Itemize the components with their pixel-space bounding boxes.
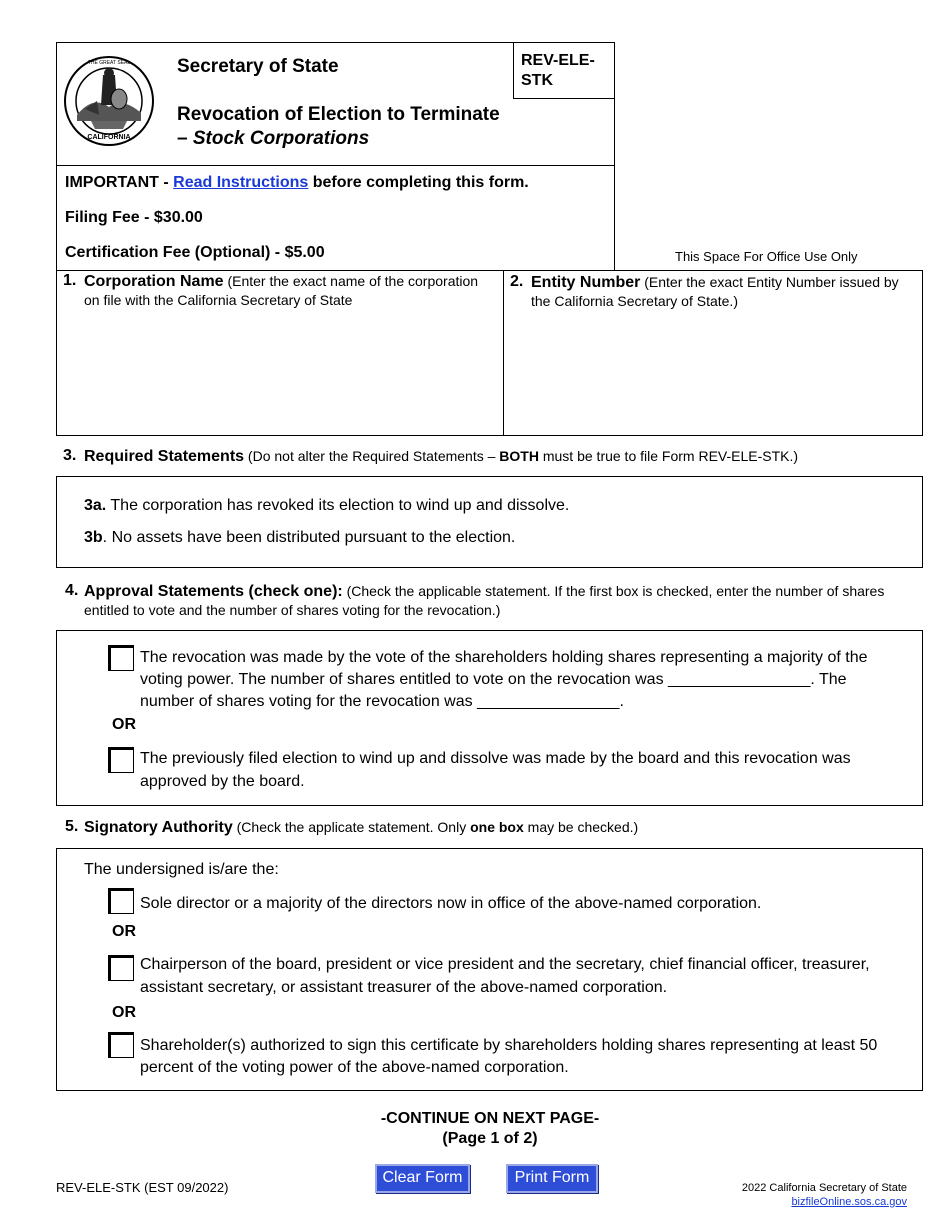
section-3-number: 3. xyxy=(63,447,77,464)
statement-3a-text: The corporation has revoked its election to wind up and dissolve. xyxy=(106,497,570,514)
section-1-label xyxy=(84,272,494,309)
section-2-number: 2. xyxy=(510,273,524,290)
section-5-heading xyxy=(84,818,638,837)
important-suffix: before completing this form. xyxy=(308,174,529,191)
section-5-hint-b: may be checked.) xyxy=(523,819,639,835)
section-4-heading xyxy=(84,582,919,619)
corporation-name-hint: (Enter the exact name of the corporation on file with the California Secretary of State xyxy=(84,273,479,308)
page-indicator: (Page 1 of 2) xyxy=(442,1130,538,1147)
print-form-button[interactable]: Print Form xyxy=(506,1164,598,1193)
signatory-or-1: OR xyxy=(112,923,136,940)
clear-form-button[interactable]: Clear Form xyxy=(375,1164,470,1193)
copyright: 2022 California Secretary of State xyxy=(741,1182,907,1194)
statement-3b xyxy=(84,529,515,547)
important-prefix: IMPORTANT - xyxy=(65,174,174,191)
section-5-number: 5. xyxy=(65,818,79,835)
approval-option-2: The previously filed election to wind up and dissolve was made by the board and this revocation was approved by the board. xyxy=(140,750,851,790)
important-notice xyxy=(65,174,529,192)
office-use-label: This Space For Office Use Only xyxy=(675,249,858,264)
section-divider xyxy=(503,270,504,436)
entity-number-label: Entity Number xyxy=(531,274,641,291)
entity-number-input[interactable] xyxy=(507,315,919,431)
filing-fee: Filing Fee - $30.00 xyxy=(65,209,203,226)
entity-number-hint: (Enter the exact Entity Number issued by the California Secretary of State.) xyxy=(531,274,899,309)
form-title-italic: Stock Corporations xyxy=(192,128,370,149)
approval-shareholders-checkbox[interactable] xyxy=(108,645,134,671)
signatory-option-1: Sole director or a majority of the directors now in office of the above-named corporation. xyxy=(140,895,762,912)
corporation-name-label: Corporation Name xyxy=(84,273,224,290)
section-3-hint-a: (Do not alter the Required Statements – xyxy=(244,448,500,464)
approval-option-1: The revocation was made by the vote of the shareholders holding shares representing a majority of the voting power. The number of shares entitled to vote on the revocation was ________________. The number of shares voting for the revocation was ________________. xyxy=(140,649,868,710)
approval-or: OR xyxy=(112,716,136,733)
section-4-hint: (Check the applicable statement. If the first box is checked, enter the number of shares entitled to vote and the number of shares voting for the revocation.) xyxy=(84,583,885,618)
statement-3a xyxy=(84,497,569,515)
form-identifier: REV-ELE-STK (EST 09/2022) xyxy=(56,1180,229,1195)
form-code: REV-ELE-STK xyxy=(521,52,595,89)
svg-text:THE GREAT SEAL: THE GREAT SEAL xyxy=(87,60,131,66)
required-statements-label: Required Statements xyxy=(84,448,245,465)
section-3-hint-b: must be true to file Form REV-ELE-STK.) xyxy=(538,448,799,464)
section-3-hint-bold: BOTH xyxy=(499,448,539,464)
section-1-number: 1. xyxy=(63,272,77,289)
signatory-or-2: OR xyxy=(112,1004,136,1021)
section-5-hint-a: (Check the applicate statement. Only xyxy=(232,819,471,835)
continue-notice: -CONTINUE ON NEXT PAGE- xyxy=(380,1110,600,1127)
svg-text:CALIFORNIA: CALIFORNIA xyxy=(87,134,131,141)
signatory-option-3: Shareholder(s) authorized to sign this certificate by shareholders holding shares representing at least 50 percent of the voting power of the above-named corporation. xyxy=(140,1037,878,1076)
section-3-box xyxy=(56,476,923,568)
california-seal-icon xyxy=(63,55,155,147)
signatory-authority-label: Signatory Authority xyxy=(84,819,233,836)
section-5-hint-bold: one box xyxy=(470,819,524,835)
section-4-number: 4. xyxy=(65,582,79,599)
signatory-shareholders-checkbox[interactable] xyxy=(108,1032,134,1058)
signatory-intro: The undersigned is/are the: xyxy=(84,861,279,878)
website-link[interactable]: bizfileOnline.sos.ca.gov xyxy=(791,1196,907,1208)
corporation-name-input[interactable] xyxy=(60,315,500,431)
statement-3b-number: 3b xyxy=(84,529,103,546)
statement-3b-text: . No assets have been distributed pursuant to the election. xyxy=(102,529,516,546)
form-title-plain: Revocation of Election to Terminate – xyxy=(177,104,500,149)
approval-board-checkbox[interactable] xyxy=(108,747,134,773)
signatory-director-checkbox[interactable] xyxy=(108,888,134,914)
section-3-heading xyxy=(84,447,798,466)
form-title xyxy=(177,103,507,151)
approval-statements-label: Approval Statements (check one): xyxy=(84,583,343,600)
read-instructions-link[interactable]: Read Instructions xyxy=(173,174,309,191)
signatory-officers-checkbox[interactable] xyxy=(108,955,134,981)
section-2-label xyxy=(531,273,916,310)
statement-3a-number: 3a. xyxy=(84,497,107,514)
certification-fee: Certification Fee (Optional) - $5.00 xyxy=(65,244,325,261)
agency-name: Secretary of State xyxy=(177,56,339,77)
signatory-option-2: Chairperson of the board, president or vice president and the secretary, chief financial officer, treasurer, assistant secretary, or assistant treasurer of the above-named corporation. xyxy=(140,956,870,996)
